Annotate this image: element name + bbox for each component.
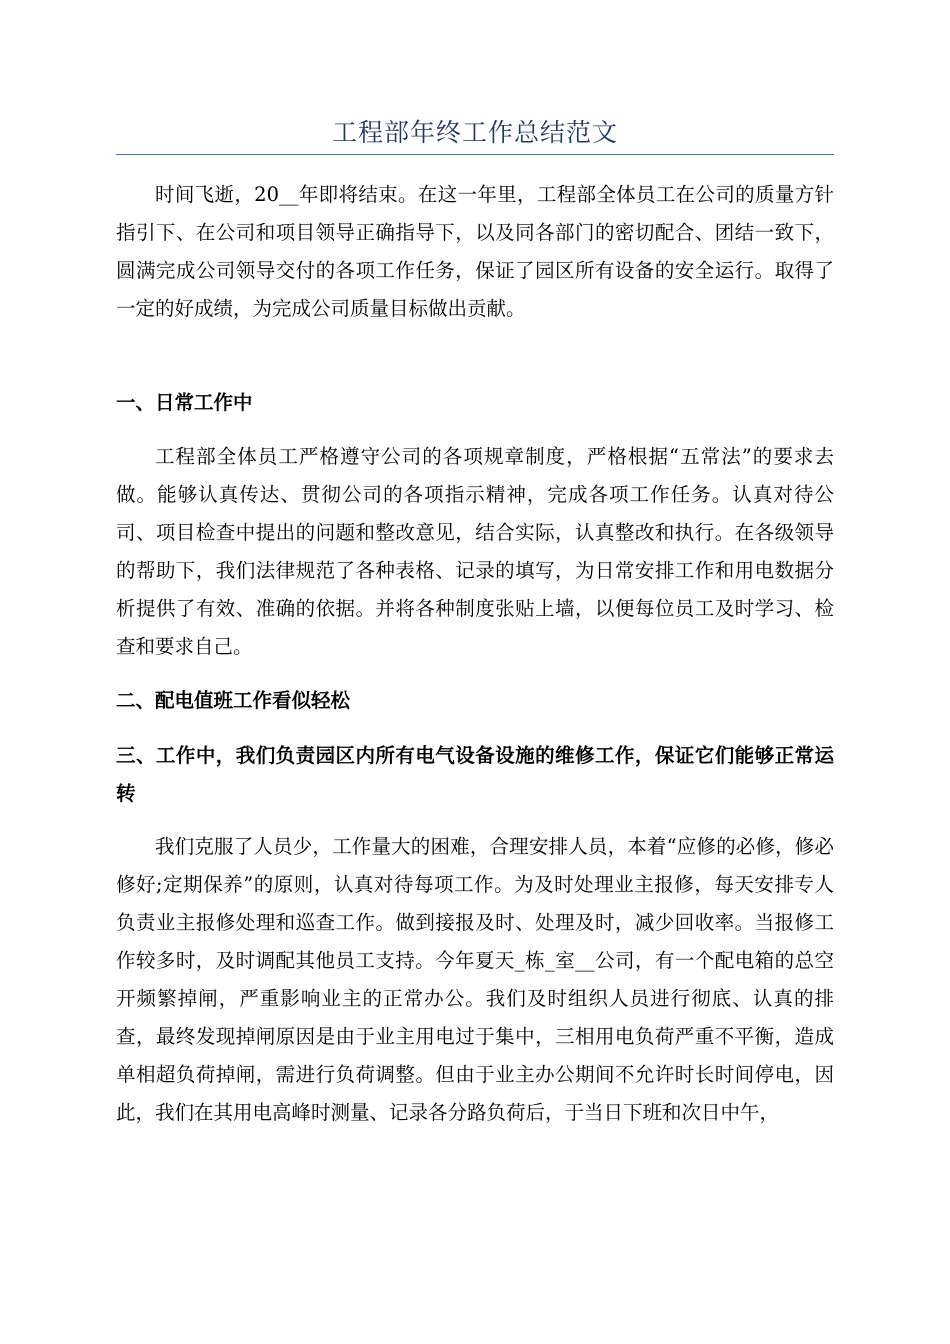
paragraph-maintenance: 我们克服了人员少，工作量大的困难，合理安排人员，本着“应修的必修，修必修好;定期保养”的原则，认真对待每项工作。为及时处理业主报修，每天安排专人负责业主报修处理和巡查工作。做到接报及时、处理及时，减少回收率。当报修工作较多时，及时调配其他员工支持。今年夏天_栋_室__公司，有一个配电箱的总空开频繁掉闸，严重影响业主的正常办公。我们及时组织人员进行彻底、认真的排查，最终发现掉闸原因是由于业主用电过于集中，三相用电负荷严重不平衡，造成单相超负荷掉闸，需进行负荷调整。但由于业主办公期间不允许时长时间停电，因此，我们在其用电高峰时测量、记录各分路负荷后，于当日下班和次日中午，	[116, 835, 834, 1124]
section-heading-maintenance: 三、工作中，我们负责园区内所有电气设备设施的维修工作，保证它们能够正常运转	[116, 744, 834, 805]
title-underline	[116, 154, 834, 155]
section-heading-daily-work: 一、日常工作中	[116, 391, 253, 414]
paragraph-daily-work: 工程部全体员工严格遵守公司的各项规章制度，严格根据“五常法”的要求去做。能够认真传达、贯彻公司的各项指示精神，完成各项工作任务。认真对待公司、项目检查中提出的问题和整改意见，结合实际，认真整改和执行。在各级领导的帮助下，我们法律规范了各种表格、记录的填写，为日常安排工作和用电数据分析提供了有效、准确的依据。并将各种制度张贴上墙，以便每位员工及时学习、检查和要求自己。	[116, 445, 834, 658]
section-heading-duty-work: 二、配电值班工作看似轻松	[116, 689, 351, 712]
document-title: 工程部年终工作总结范文	[331, 118, 618, 147]
paragraph-intro: 时间飞逝，20__年即将结束。在这一年里，工程部全体员工在公司的质量方针指引下、在公司和项目领导正确指导下，以及同各部门的密切配合、团结一致下，圆满完成公司领导交付的各项工作任务，保证了园区所有设备的安全运行。取得了一定的好成绩，为完成公司质量目标做出贡献。	[116, 183, 834, 320]
